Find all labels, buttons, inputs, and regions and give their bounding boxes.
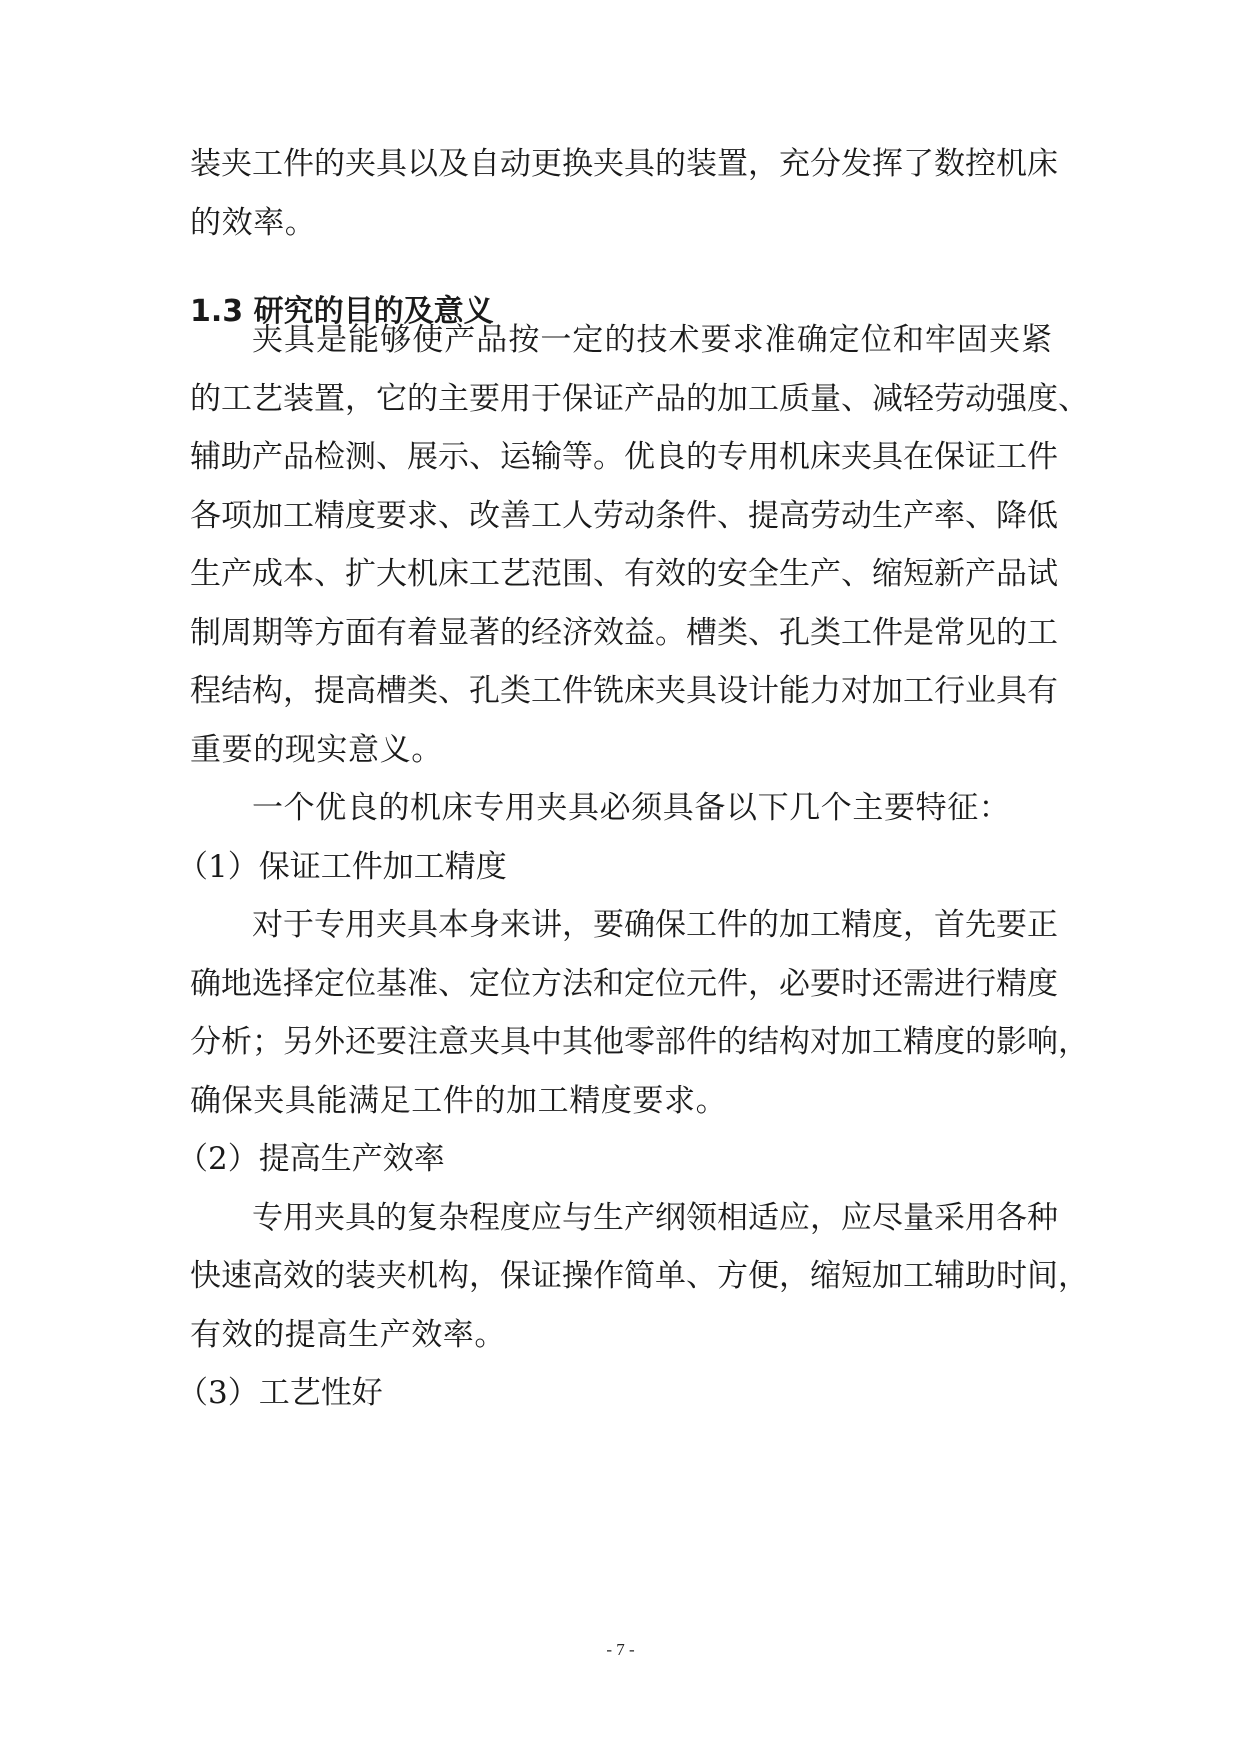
paragraph-line: 快速高效的装夹机构，保证操作简单、方便，缩短加工辅助时间，: [190, 1258, 1089, 1294]
paragraph-line: 装夹工件的夹具以及自动更换夹具的装置，充分发挥了数控机床: [190, 146, 1058, 182]
paragraph-line: 确保夹具能满足工件的加工精度要求。: [190, 1083, 728, 1119]
section-heading: 1.3 研究的目的及意义: [190, 294, 494, 329]
paragraph-line: 一个优良的机床专用夹具必须具备以下几个主要特征：: [252, 790, 1011, 826]
paragraph-line: 专用夹具的复杂程度应与生产纲领相适应，应尽量采用各种: [252, 1200, 1058, 1236]
paragraph-line: 生产成本、扩大机床工艺范围、有效的安全生产、缩短新产品试: [190, 556, 1058, 592]
paragraph-line: 重要的现实意义。: [190, 732, 443, 768]
paragraph-line: 的工艺装置，它的主要用于保证产品的加工质量、减轻劳动强度、: [190, 381, 1089, 417]
paragraph-line: 有效的提高生产效率。: [190, 1317, 506, 1353]
paragraph-line: 的效率。: [190, 205, 317, 241]
paragraph-line: 制周期等方面有着显著的经济效益。槽类、孔类工件是常见的工: [190, 615, 1058, 651]
paragraph-line: 对于专用夹具本身来讲，要确保工件的加工精度，首先要正: [252, 907, 1058, 943]
paragraph-line: 确地选择定位基准、定位方法和定位元件，必要时还需进行精度: [190, 966, 1058, 1002]
page-number: - 7 -: [606, 1640, 635, 1659]
list-item-title: （2）提高生产效率: [177, 1141, 445, 1177]
list-item-title: （1）保证工件加工精度: [177, 849, 507, 885]
list-item-title: （3）工艺性好: [177, 1375, 383, 1411]
paragraph-line: 各项加工精度要求、改善工人劳动条件、提高劳动生产率、降低: [190, 498, 1058, 534]
paragraph-line: 辅助产品检测、展示、运输等。优良的专用机床夹具在保证工件: [190, 439, 1058, 475]
paragraph-line: 程结构，提高槽类、孔类工件铣床夹具设计能力对加工行业具有: [190, 673, 1058, 709]
paragraph-line: 夹具是能够使产品按一定的技术要求准确定位和牢固夹紧: [252, 322, 1052, 358]
paragraph-line: 分析；另外还要注意夹具中其他零部件的结构对加工精度的影响，: [190, 1024, 1089, 1060]
